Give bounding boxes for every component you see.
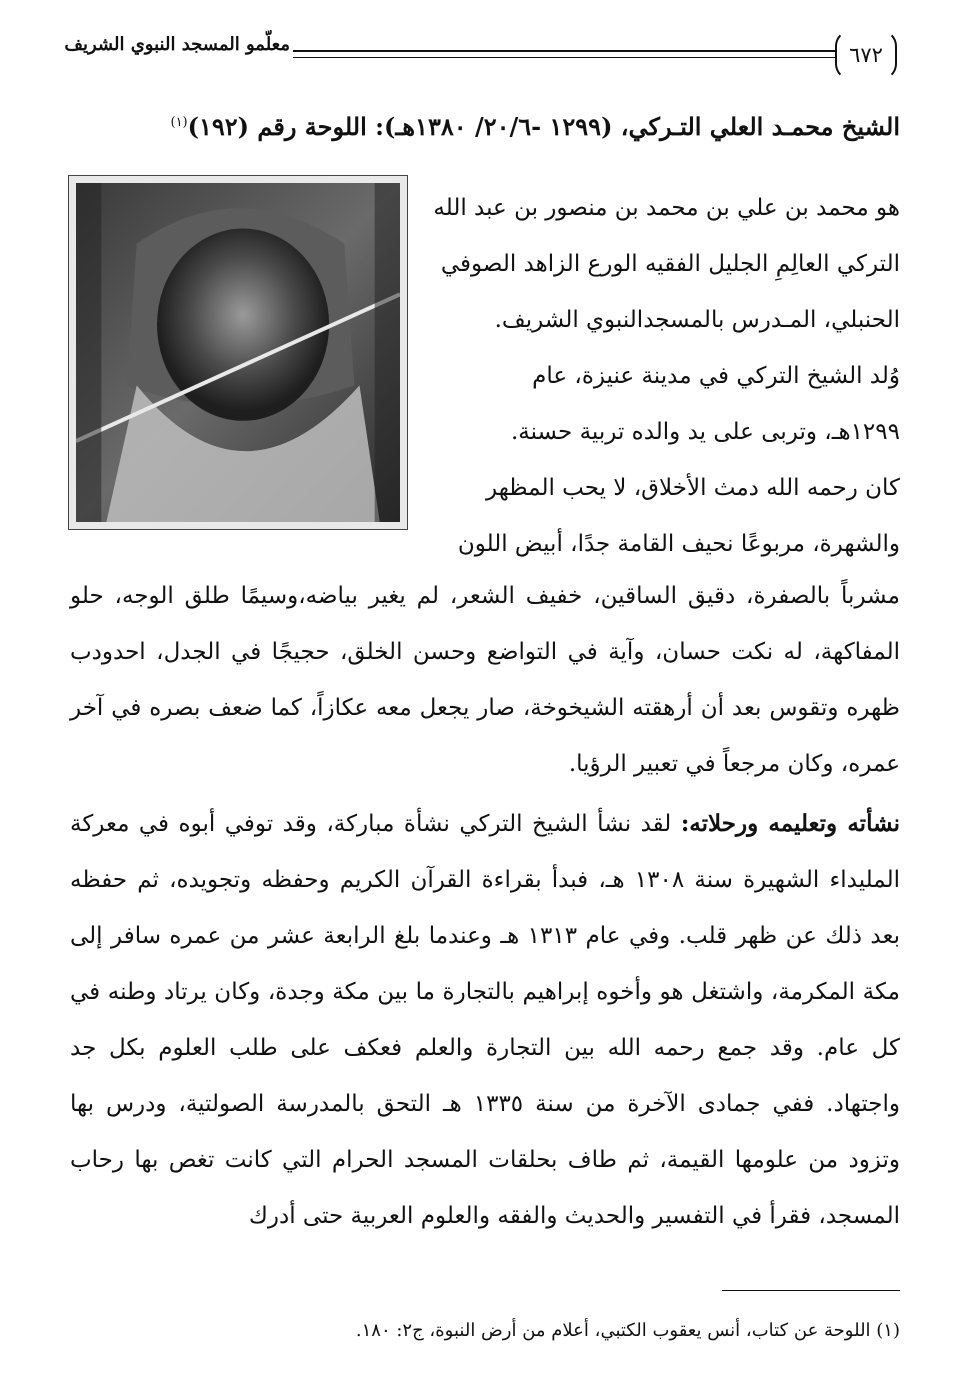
intro-paragraph xyxy=(430,180,900,572)
intro-line: التركي العالِمِ الجليل الفقيه الورع الزاهد الصوفي xyxy=(440,251,900,277)
footnote-marker: (١) xyxy=(170,115,188,130)
intro-line: الحنبلي، المـدرس بالمسجدالنبوي الشريف. xyxy=(494,307,900,333)
header-rule xyxy=(293,50,835,58)
intro-line: ١٢٩٩هـ، وتربى على يد والده تربية حسنة. xyxy=(510,419,900,445)
page-number: ٦٧٢ xyxy=(835,30,897,80)
page-header xyxy=(64,30,897,80)
heading-text: الشيخ محمـد العلي التـركي، (١٢٩٩ -٢٠/٦/ ١٣٨٠هـ): اللوحة رقم (١٩٢) xyxy=(187,112,900,141)
running-title: معلّمو المسجد النبوي الشريف xyxy=(64,34,290,55)
footnote-rule xyxy=(722,1290,900,1291)
portrait-photo-icon xyxy=(76,183,400,522)
intro-line: كان رحمه الله دمث الأخلاق، لا يحب المظهر xyxy=(486,475,900,501)
section-heading xyxy=(60,112,900,141)
intro-line: هو محمد بن علي بن محمد بن منصور بن عبد الله xyxy=(433,195,900,221)
upbringing-heading: نشأته وتعليمه ورحلاته: xyxy=(680,810,901,837)
description-paragraph: مشرباً بالصفرة، دقيق الساقين، خفيف الشعر، لم يغير بياضه،وسيمًا طلق الوجه، حلو المفاكهة، له نكت حسان، وآية في التواضع وحسن الخلق، حجيجًا في الجدل، احدودب ظهره وتقوس بعد أن أرهقته الشيخوخة، صار يجعل معه عكازاً، كما ضعف بصره في آخر عمره، وكان مرجعاً في تعبير الرؤيا. xyxy=(70,583,900,777)
intro-line: وُلد الشيخ التركي في مدينة عنيزة، عام xyxy=(532,363,900,389)
upbringing-paragraph xyxy=(70,796,900,1244)
upbringing-text: لقد نشأ الشيخ التركي نشأة مباركة، وقد توفي أبوه في معركة المليداء الشهيرة سنة ١٣٠٨ هـ، فبدأ بقراءة القرآن الكريم وحفظه وتجويده، ثم حفظه بعد ذلك عن ظهر قلب. وفي عام ١٣١٣ هـ وعندما بلغ الرابعة عشر من عمره سافر إلى مكة المكرمة، واشتغل هو وأخوه إبراهيم بالتجارة ما بين مكة وجدة، وكان يرتاد وطنه في كل عام. وقد جمع رحمه الله بين التجارة والعلم فعكف على طلب العلوم بكل جد واجتهاد. ففي جمادى الآخرة من سنة ١٣٣٥ هـ التحق بالمدرسة الصولتية، ودرس بها وتزود من علومها القيمة، ثم طاف بحلقات المسجد الحرام التي كانت تغص بها رحاب المسجد، فقرأ في التفسير والحديث والفقه والعلوم العربية حتى أدرك xyxy=(70,811,900,1229)
intro-line: والشهرة، مربوعًا نحيف القامة جدًا، أبيض اللون xyxy=(457,531,900,557)
footnote: (١) اللوحة عن كتاب، أنس يعقوب الكتبي، أعلام من أرض النبوة، ج٢: ١٨٠. xyxy=(355,1320,900,1341)
portrait-photo xyxy=(68,175,408,530)
